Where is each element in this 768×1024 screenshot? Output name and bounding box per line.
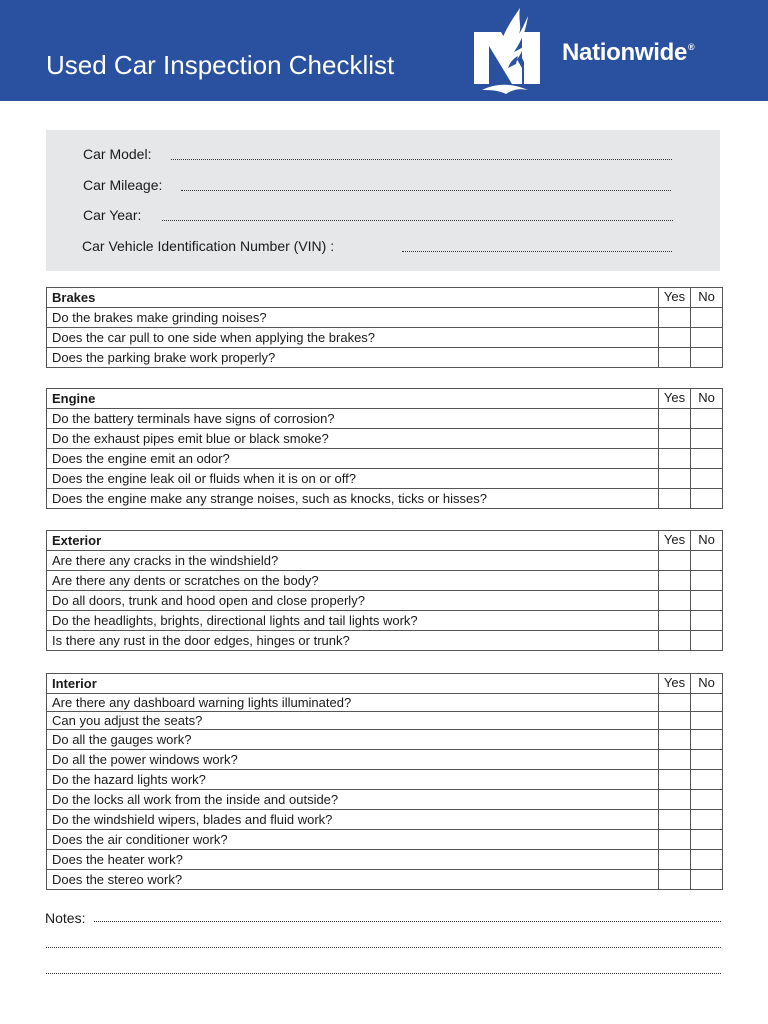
yes-checkbox[interactable] <box>659 870 691 890</box>
no-checkbox[interactable] <box>691 328 723 348</box>
question-text: Do all doors, trunk and hood open and close properly? <box>47 591 659 611</box>
question-text: Does the parking brake work properly? <box>47 348 659 368</box>
no-checkbox[interactable] <box>691 830 723 850</box>
question-text: Is there any rust in the door edges, hinges or trunk? <box>47 631 659 651</box>
table-row <box>47 810 723 830</box>
car-vin-label: Car Vehicle Identification Number (VIN) : <box>82 238 335 254</box>
brand-text: Nationwide <box>562 39 688 66</box>
question-text: Does the stereo work? <box>47 870 659 890</box>
table-row <box>47 571 723 591</box>
yes-column-header: Yes <box>659 674 691 694</box>
yes-checkbox[interactable] <box>659 850 691 870</box>
table-row <box>47 770 723 790</box>
table-header-row <box>47 674 723 694</box>
question-text: Does the engine make any strange noises, such as knocks, ticks or hisses? <box>47 489 659 509</box>
car-year-label: Car Year: <box>83 207 142 223</box>
no-checkbox[interactable] <box>691 770 723 790</box>
section-title: Engine <box>47 389 659 409</box>
table-row <box>47 591 723 611</box>
page-title: Used Car Inspection Checklist <box>46 50 395 80</box>
car-model-label: Car Model: <box>83 146 152 162</box>
no-checkbox[interactable] <box>691 694 723 712</box>
yes-checkbox[interactable] <box>659 591 691 611</box>
table-row <box>47 551 723 571</box>
car-year-field[interactable] <box>162 220 673 221</box>
table-row <box>47 631 723 651</box>
table-header-row <box>47 389 723 409</box>
no-checkbox[interactable] <box>691 489 723 509</box>
yes-checkbox[interactable] <box>659 571 691 591</box>
no-column-header: No <box>691 674 723 694</box>
yes-checkbox[interactable] <box>659 631 691 651</box>
car-mileage-field[interactable] <box>181 190 671 191</box>
no-column-header: No <box>691 288 723 308</box>
car-mileage-label: Car Mileage: <box>83 177 163 193</box>
no-checkbox[interactable] <box>691 551 723 571</box>
no-checkbox[interactable] <box>691 591 723 611</box>
question-text: Can you adjust the seats? <box>47 712 659 730</box>
question-text: Are there any cracks in the windshield? <box>47 551 659 571</box>
interior-table <box>46 673 723 890</box>
notes-line-3[interactable] <box>46 973 721 974</box>
table-header-row <box>47 288 723 308</box>
notes-label: Notes: <box>45 910 86 926</box>
yes-checkbox[interactable] <box>659 790 691 810</box>
table-row <box>47 712 723 730</box>
brakes-table <box>46 287 723 368</box>
section-title: Exterior <box>47 531 659 551</box>
yes-column-header: Yes <box>659 288 691 308</box>
notes-line-1[interactable] <box>94 921 721 922</box>
no-checkbox[interactable] <box>691 750 723 770</box>
section-title: Brakes <box>47 288 659 308</box>
table-row <box>47 850 723 870</box>
question-text: Does the engine emit an odor? <box>47 449 659 469</box>
table-row <box>47 694 723 712</box>
no-column-header: No <box>691 531 723 551</box>
question-text: Do the headlights, brights, directional lights and tail lights work? <box>47 611 659 631</box>
yes-checkbox[interactable] <box>659 830 691 850</box>
no-checkbox[interactable] <box>691 429 723 449</box>
question-text: Do all the power windows work? <box>47 750 659 770</box>
question-text: Do the hazard lights work? <box>47 770 659 790</box>
yes-checkbox[interactable] <box>659 489 691 509</box>
no-checkbox[interactable] <box>691 790 723 810</box>
no-checkbox[interactable] <box>691 631 723 651</box>
question-text: Does the car pull to one side when applying the brakes? <box>47 328 659 348</box>
question-text: Do the battery terminals have signs of corrosion? <box>47 409 659 429</box>
no-checkbox[interactable] <box>691 730 723 750</box>
no-column-header: No <box>691 389 723 409</box>
yes-checkbox[interactable] <box>659 328 691 348</box>
eagle-n-logo-icon <box>472 6 546 96</box>
question-text: Does the engine leak oil or fluids when it is on or off? <box>47 469 659 489</box>
question-text: Are there any dents or scratches on the body? <box>47 571 659 591</box>
yes-checkbox[interactable] <box>659 308 691 328</box>
question-text: Are there any dashboard warning lights illuminated? <box>47 694 659 712</box>
yes-checkbox[interactable] <box>659 810 691 830</box>
yes-checkbox[interactable] <box>659 429 691 449</box>
yes-checkbox[interactable] <box>659 694 691 712</box>
car-vin-field[interactable] <box>402 251 672 252</box>
question-text: Do all the gauges work? <box>47 730 659 750</box>
no-checkbox[interactable] <box>691 810 723 830</box>
table-row <box>47 409 723 429</box>
table-row <box>47 489 723 509</box>
yes-checkbox[interactable] <box>659 469 691 489</box>
section-title: Interior <box>47 674 659 694</box>
yes-checkbox[interactable] <box>659 730 691 750</box>
yes-column-header: Yes <box>659 531 691 551</box>
question-text: Does the air conditioner work? <box>47 830 659 850</box>
vehicle-info-box <box>46 130 720 271</box>
table-row <box>47 870 723 890</box>
question-text: Do the locks all work from the inside and outside? <box>47 790 659 810</box>
table-row <box>47 750 723 770</box>
brand-name <box>562 39 694 67</box>
exterior-table <box>46 530 723 651</box>
question-text: Do the exhaust pipes emit blue or black smoke? <box>47 429 659 449</box>
no-checkbox[interactable] <box>691 449 723 469</box>
brand-registered-mark: ® <box>688 42 695 52</box>
yes-checkbox[interactable] <box>659 770 691 790</box>
no-checkbox[interactable] <box>691 571 723 591</box>
no-checkbox[interactable] <box>691 469 723 489</box>
no-checkbox[interactable] <box>691 409 723 429</box>
table-row <box>47 469 723 489</box>
yes-checkbox[interactable] <box>659 449 691 469</box>
table-row <box>47 790 723 810</box>
car-model-field[interactable] <box>171 159 672 160</box>
no-checkbox[interactable] <box>691 308 723 328</box>
table-row <box>47 449 723 469</box>
header-banner <box>0 0 768 101</box>
table-row <box>47 611 723 631</box>
no-checkbox[interactable] <box>691 870 723 890</box>
question-text: Does the heater work? <box>47 850 659 870</box>
no-checkbox[interactable] <box>691 712 723 730</box>
table-header-row <box>47 531 723 551</box>
yes-checkbox[interactable] <box>659 611 691 631</box>
engine-table <box>46 388 723 509</box>
yes-checkbox[interactable] <box>659 551 691 571</box>
table-row <box>47 830 723 850</box>
table-row <box>47 348 723 368</box>
no-checkbox[interactable] <box>691 850 723 870</box>
yes-checkbox[interactable] <box>659 409 691 429</box>
no-checkbox[interactable] <box>691 611 723 631</box>
table-row <box>47 429 723 449</box>
notes-line-2[interactable] <box>46 947 721 948</box>
question-text: Do the brakes make grinding noises? <box>47 308 659 328</box>
table-row <box>47 328 723 348</box>
yes-checkbox[interactable] <box>659 712 691 730</box>
yes-checkbox[interactable] <box>659 750 691 770</box>
table-row <box>47 308 723 328</box>
question-text: Do the windshield wipers, blades and fluid work? <box>47 810 659 830</box>
no-checkbox[interactable] <box>691 348 723 368</box>
yes-checkbox[interactable] <box>659 348 691 368</box>
yes-column-header: Yes <box>659 389 691 409</box>
table-row <box>47 730 723 750</box>
